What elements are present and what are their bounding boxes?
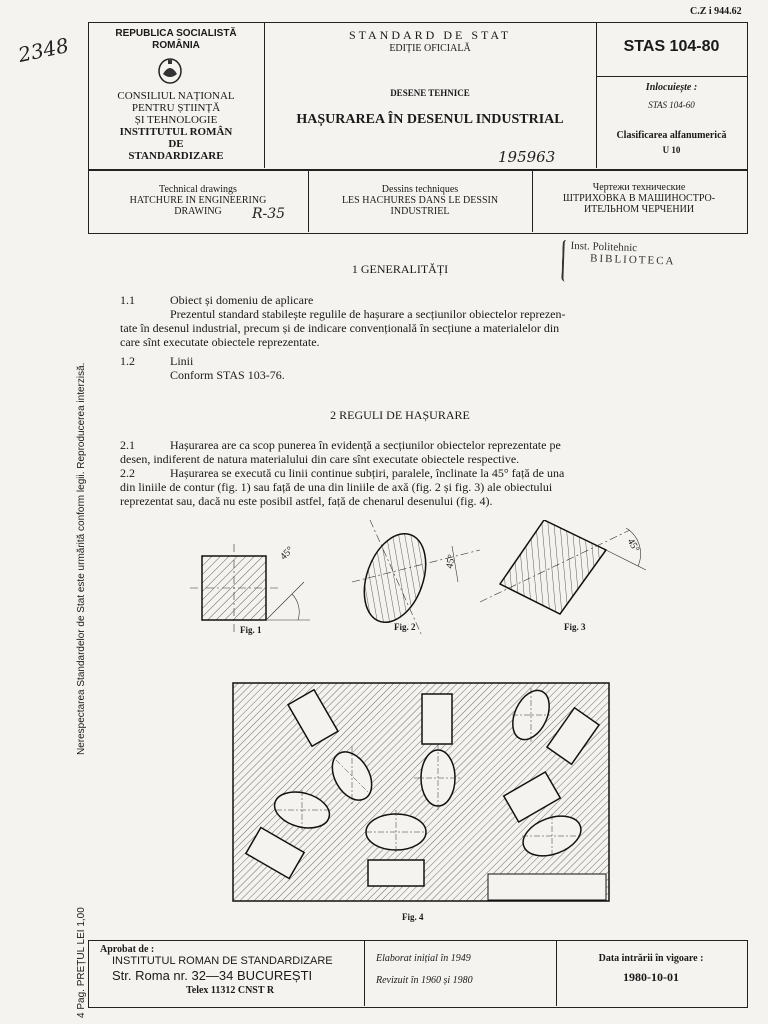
translation-fr: Dessins techniques LES HACHURES DANS LE DESSIN INDUSTRIEL [341,184,499,217]
institute-name: INSTITUTUL ROMÂN DE STANDARDIZARE [119,126,233,162]
fig2-hatched-ellipse [352,520,480,636]
s12-number: 1.2 [120,354,135,368]
coat-of-arms-icon [157,58,183,84]
revised-years: Revizuit în 1960 și 1980 [376,975,473,986]
effective-label: Data intrării în vigoare : [598,953,704,964]
s12-title: Linii [170,354,194,368]
edition-label: EDIȚIE OFICIALĂ [389,43,471,54]
telex: Telex 11312 CNST R [186,985,275,996]
figures-1-3 [180,520,660,640]
replaces-label: Inlocuiește : [645,82,698,93]
handwritten-register: 195963 [498,148,556,166]
fig4-hatched-sheet [232,682,612,904]
fig2-caption: Fig. 2 [394,622,416,632]
council-name: CONSILIUL NAȚIONAL PENTRU ȘTIINȚĂ ȘI TEHNOLOGIE [117,90,235,126]
s21-body: Hașurarea are ca scop punerea în evidență a secțiunilor obiectelor reprezentate pe desen, indiferent de natura materialului din care sînt executate obiectele respective. [120,438,561,466]
translation-en: Technical drawings HATCHURE IN ENGINEERING DRAWING [129,184,267,217]
section1-heading: 1 GENERALITĂȚI [351,262,449,276]
country-name: REPUBLICA SOCIALISTĂ ROMÂNIA [115,28,237,51]
fig3-hatched-rectangle [480,520,646,614]
fig1-hatched-square [190,544,310,632]
s12-text: Conform STAS 103-76. [170,368,285,382]
s22-body: Hașurarea se execută cu linii continue subțiri, paralele, înclinate la 45° față de una din liniile de contur (fig. 1) sau față de una din liniile de axă (fig. 2 și fig. 3) ale obiectului reprezentat sau, dacă nu este posibil astfel, față de chenarul desenului (fig. 4). [120,466,565,508]
handwritten-number: 2348 [16,32,71,68]
side-price-text: 4 Pag. PREȚUL LEI 1,00 [76,907,87,1018]
fig3-caption: Fig. 3 [564,622,586,632]
approved-by: INSTITUTUL ROMAN DE STANDARDIZARE [112,955,333,967]
classification-value: U 10 [662,145,681,155]
side-legal-text: Nerespectarea Standardelor de Stat este urmărită conform legii. Reproducerea interzisă. [76,362,87,755]
s21-number: 2.1 [120,438,135,452]
s22-number: 2.2 [120,466,135,480]
fig2-angle-label: 45° [444,553,458,570]
s11-body: Prezentul standard stabilește regulile de hașurare a secțiunilor obiectelor reprezen- tate în desenul industrial, precum și de indicare convențională în secțiune a materialelor din care sînt executate obiectele reprezentate. [120,307,566,349]
handwritten-code: R-35 [252,206,286,222]
fig1-angle-label: 45° [278,544,296,563]
address: Str. Roma nr. 32—34 BUCUREȘTI [112,968,313,983]
category-label: DESENE TEHNICE [390,88,470,98]
fig3-angle-label: 45° [624,536,642,555]
translation-ru: Чертежи технические ШТРИХОВКА В МАШИНОСТРО- ИТЕЛЬНОМ ЧЕРЧЕНИИ [562,182,716,215]
s11-title: Obiect și domeniu de aplicare [170,293,314,307]
approved-label: Aprobat de : [100,944,155,955]
corner-code: C.Z i 944.62 [690,6,742,17]
s11-number: 1.1 [120,293,135,307]
standard-title: STANDARD DE STAT [348,28,512,42]
stas-code: STAS 104-80 [623,38,720,55]
fig4-caption: Fig. 4 [402,912,424,922]
elaborated-initial: Elaborat inițial în 1949 [376,953,471,964]
main-title: HAȘURAREA ÎN DESENUL INDUSTRIAL [296,112,564,127]
section2-heading: 2 REGULI DE HAȘURARE [330,408,470,422]
replaces-value: STAS 104-60 [648,100,695,110]
classification-label: Clasificarea alfanumerică [616,130,727,141]
library-stamp: Inst. Politehnic BIBLIOTECA [561,240,702,287]
fig1-caption: Fig. 1 [240,625,262,635]
effective-date: 1980-10-01 [623,970,679,984]
